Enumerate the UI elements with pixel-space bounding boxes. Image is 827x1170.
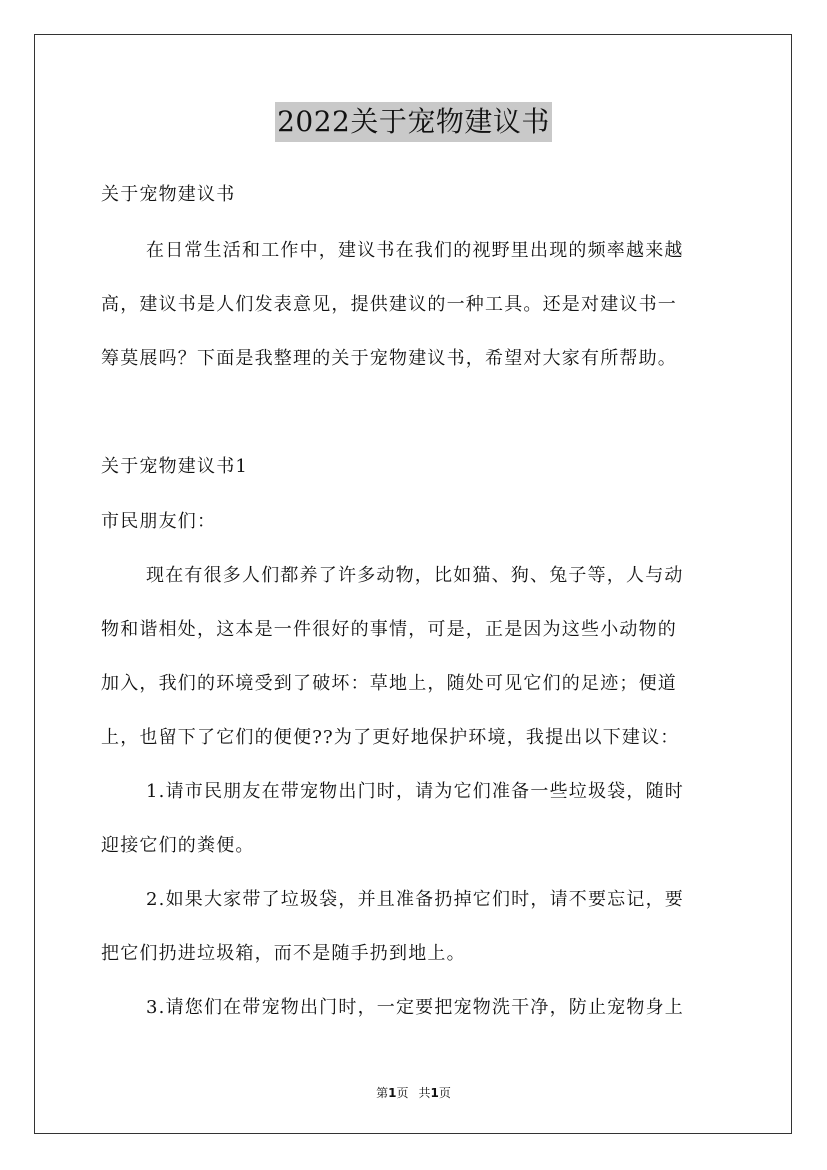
document-subtitle: 关于宠物建议书 (101, 184, 236, 205)
section-title: 关于宠物建议书1 (101, 456, 249, 477)
page-footer (0, 1084, 827, 1101)
body-line: 现在有很多人们都养了许多动物，比如猫、狗、兔子等，人与动 (146, 565, 684, 586)
body-line: 加入，我们的环境受到了破坏：草地上，随处可见它们的足迹；便道 (101, 673, 677, 694)
page-prefix: 第 (376, 1086, 389, 1100)
page-number: 1 (388, 1086, 397, 1100)
body-line: 物和谐相处，这本是一件很好的事情，可是，正是因为这些小动物的 (101, 619, 677, 640)
total-prefix: 共 (418, 1086, 431, 1100)
total-suffix: 页 (438, 1086, 451, 1100)
title-container (0, 102, 827, 142)
body-line: 1.请市民朋友在带宠物出门时，请为它们准备一些垃圾袋，随时 (146, 781, 684, 802)
body-line: 2.如果大家带了垃圾袋，并且准备扔掉它们时，请不要忘记，要 (146, 889, 684, 910)
document-title: 2022关于宠物建议书 (275, 102, 552, 142)
intro-line: 筹莫展吗？下面是我整理的关于宠物建议书，希望对大家有所帮助。 (101, 348, 677, 369)
intro-line: 高，建议书是人们发表意见，提供建议的一种工具。还是对建议书一 (101, 294, 677, 315)
page-suffix: 页 (396, 1086, 409, 1100)
body-line: 上，也留下了它们的便便??为了更好地保护环境，我提出以下建议： (101, 727, 680, 748)
intro-line: 在日常生活和工作中，建议书在我们的视野里出现的频率越来越 (146, 240, 684, 261)
total-pages: 1 (430, 1086, 439, 1100)
salutation: 市民朋友们： (101, 511, 217, 532)
body-line: 把它们扔进垃圾箱，而不是随手扔到地上。 (101, 943, 466, 964)
body-line: 3.请您们在带宠物出门时，一定要把宠物洗干净，防止宠物身上 (146, 997, 684, 1018)
body-line: 迎接它们的粪便。 (101, 835, 255, 856)
